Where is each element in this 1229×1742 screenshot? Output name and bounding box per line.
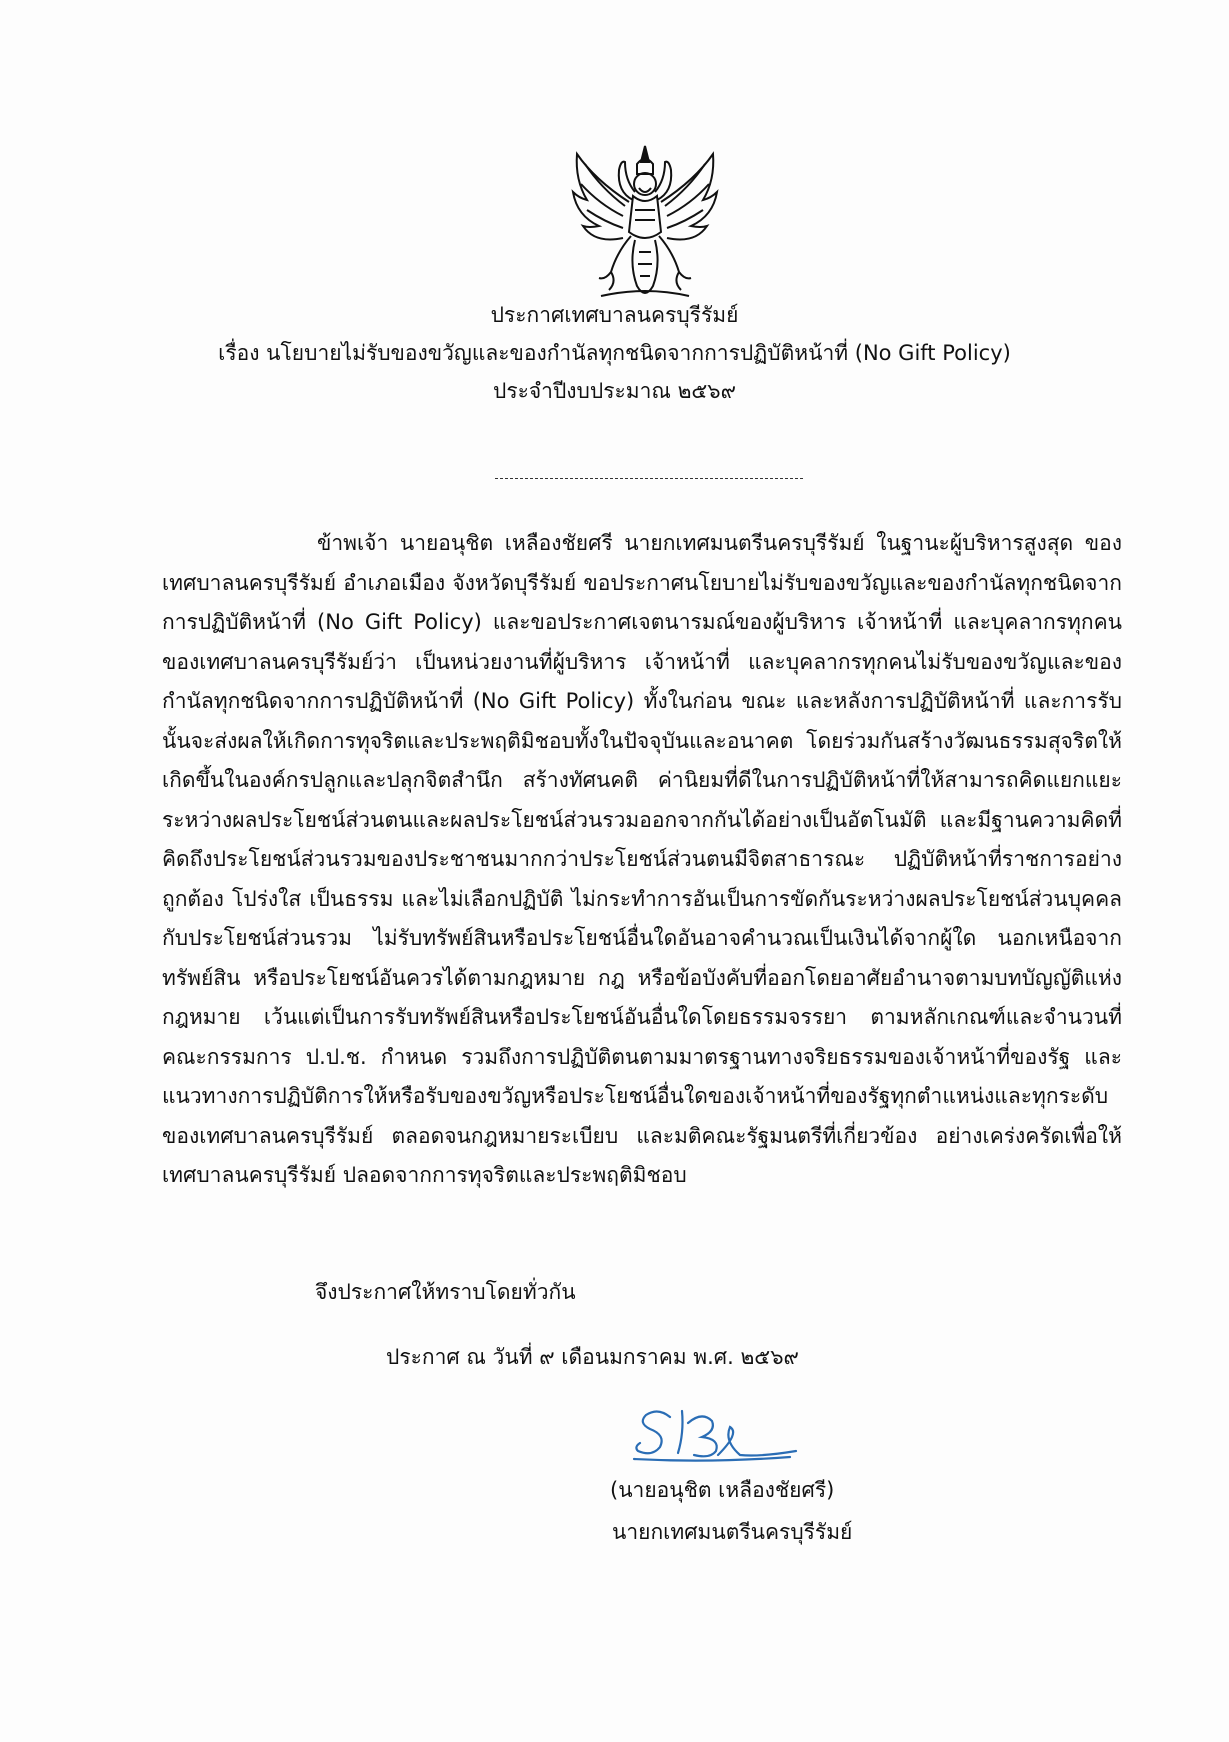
garuda-emblem-icon	[565, 140, 725, 305]
signature-mark	[630, 1397, 800, 1467]
announcement-body	[162, 524, 1122, 1196]
signer-name: (นายอนุชิต เหลืองชัยศรี)	[610, 1478, 835, 1502]
signer-position: นายกเทศมนตรีนครบุรีรัมย์	[612, 1520, 853, 1544]
body-paragraph: ข้าพเจ้า นายอนุชิต เหลืองชัยศรี นายกเทศมนตรีนครบุรีรัมย์ ในฐานะผู้บริหารสูงสุด ของ เทศบาลนครบุรีรัมย์ อำเภอเมือง จังหวัดบุรีรัมย์ ขอประกาศนโยบายไม่รับของขวัญและของกำนัลทุกชนิดจากการปฏิบัติหน้าที่ (No Gift Policy) และขอประกาศเจตนารมณ์ของผู้บริหาร เจ้าหน้าที่ และบุคลากรทุกคนของเทศบาลนครบุรีรัมย์ว่า เป็นหน่วยงานที่ผู้บริหาร เจ้าหน้าที่ และบุคลากรทุกคนไม่รับของขวัญและของกำนัลทุกชนิดจากการปฏิบัติหน้าที่ (No Gift Policy) ทั้งในก่อน ขณะ และหลังการปฏิบัติหน้าที่ และการรับนั้นจะส่งผลให้เกิดการทุจริตและประพฤติมิชอบทั้งในปัจจุบันและอนาคต โดยร่วมกันสร้างวัฒนธรรมสุจริตให้เกิดขึ้นในองค์กรปลูกและปลุกจิตสำนึก สร้างทัศนคติ ค่านิยมที่ดีในการปฏิบัติหน้าที่ให้สามารถคิดแยกแยะระหว่างผลประโยชน์ส่วนตนและผลประโยชน์ส่วนรวมออกจากกันได้อย่างเป็นอัตโนมัติ และมีฐานความคิดที่คิดถึงประโยชน์ส่วนรวมของประชาชนมากกว่าประโยชน์ส่วนตนมีจิตสาธารณะ ปฏิบัติหน้าที่ราชการอย่างถูกต้อง โปร่งใส เป็นธรรม และไม่เลือกปฏิบัติ ไม่กระทำการอันเป็นการขัดกันระหว่างผลประโยชน์ส่วนบุคคลกับประโยชน์ส่วนรวม ไม่รับทรัพย์สินหรือประโยชน์อื่นใดอันอาจคำนวณเป็นเงินได้จากผู้ใด นอกเหนือจากทรัพย์สิน หรือประโยชน์อันควรได้ตามกฎหมาย กฎ หรือข้อบังคับที่ออกโดยอาศัยอำนาจตามบทบัญญัติแห่งกฎหมาย เว้นแต่เป็นการรับทรัพย์สินหรือประโยชน์อันอื่นใดโดยธรรมจรรยา ตามหลักเกณฑ์และจำนวนที่คณะกรรมการ ป.ป.ช. กำหนด รวมถึงการปฏิบัติตนตามมาตรฐานทางจริยธรรมของเจ้าหน้าที่ของรัฐ และแนวทางการปฏิบัติการให้หรือรับของขวัญหรือประโยชน์อื่นใดของเจ้าหน้าที่ของรัฐทุกตำแหน่งและทุกระดับของเทศบาลนครบุรีรัมย์ ตลอดจนกฎหมายระเบียบ และมติคณะรัฐมนตรีที่เกี่ยวข้อง อย่างเคร่งครัดเพื่อให้เทศบาลนครบุรีรัมย์ ปลอดจากการทุจริตและประพฤติมิชอบ	[162, 531, 1122, 1187]
divider-line	[495, 478, 803, 479]
announcement-date: ประกาศ ณ วันที่ ๙ เดือนมกราคม พ.ศ. ๒๕๖๙	[386, 1345, 799, 1369]
fiscal-year-line: ประจำปีงบประมาณ ๒๕๖๙	[492, 379, 737, 403]
announcement-title: ประกาศเทศบาลนครบุรีรัมย์	[490, 303, 739, 327]
closing-line: จึงประกาศให้ทราบโดยทั่วกัน	[315, 1280, 576, 1304]
announcement-subject: เรื่อง นโยบายไม่รับของขวัญและของกำนัลทุกชนิดจากการปฏิบัติหน้าที่ (No Gift Policy)	[218, 341, 1011, 365]
